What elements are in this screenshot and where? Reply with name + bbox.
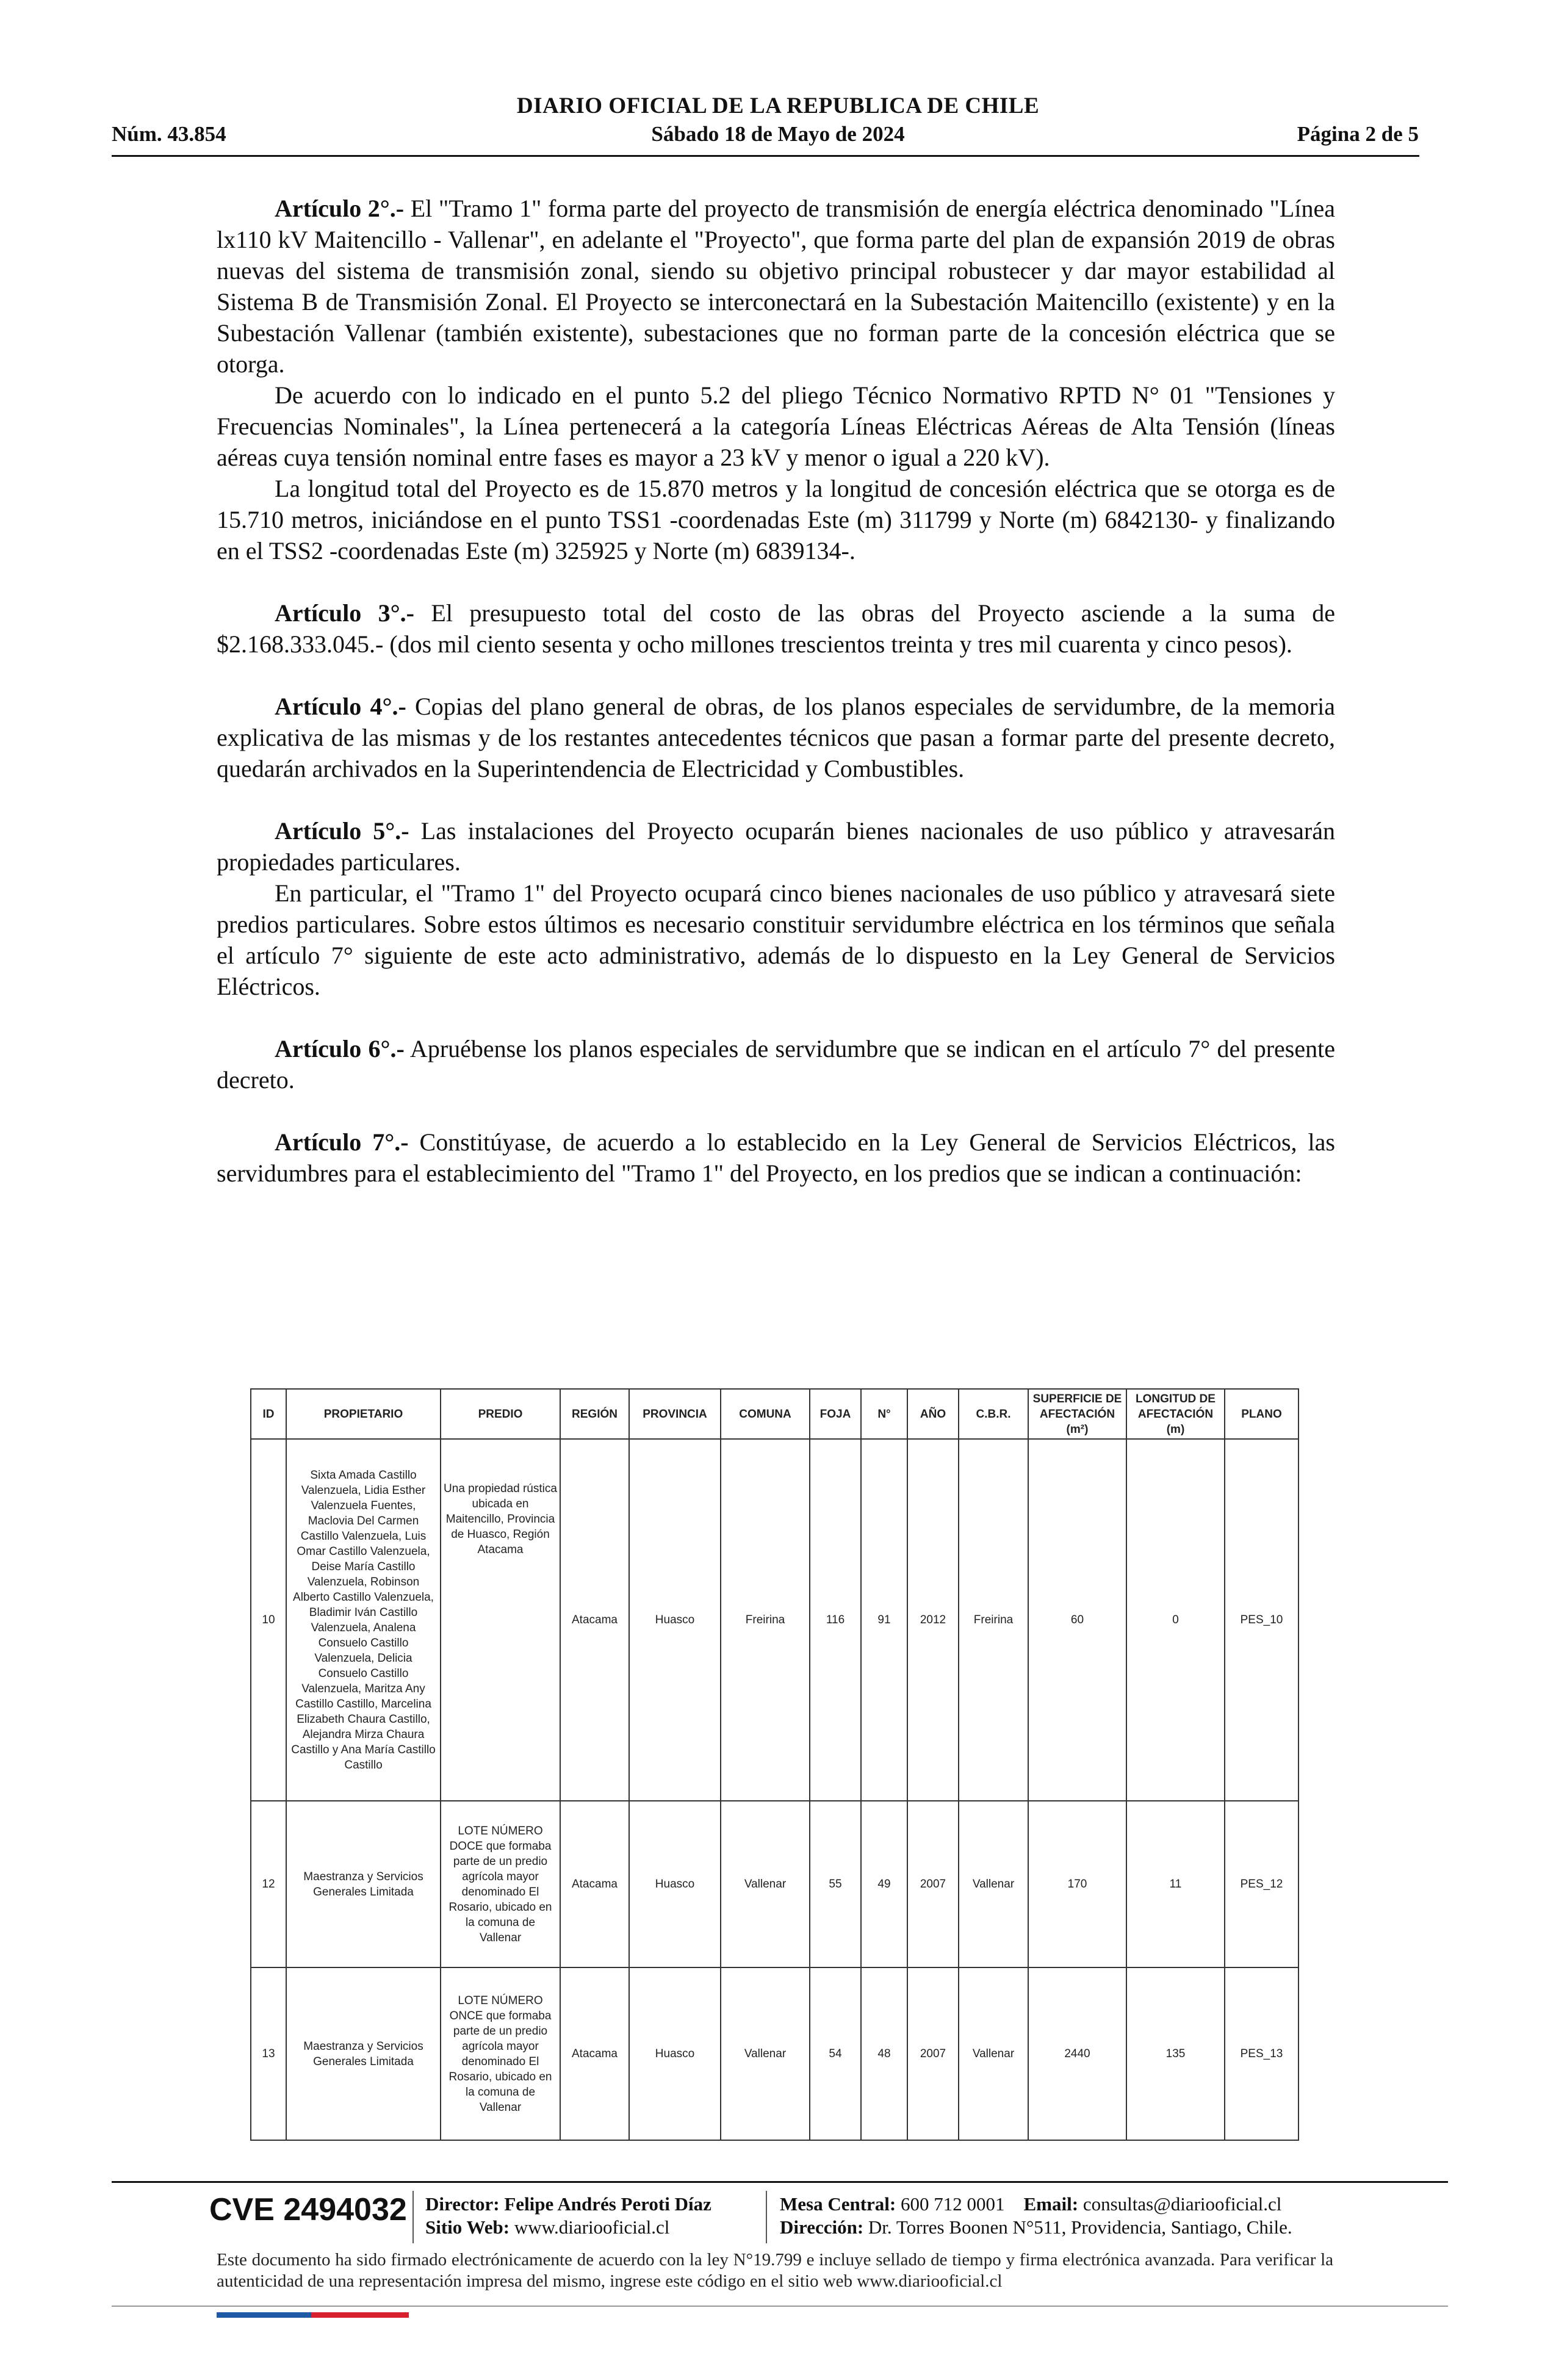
col-header-anio: AÑO <box>907 1389 959 1439</box>
cell-provincia: Huasco <box>629 1439 721 1801</box>
cell-anio: 2007 <box>907 1967 959 2140</box>
article-5-paragraph-1: Artículo 5°.- Las instalaciones del Proyecto ocuparán bienes nacionales de uso público y atravesarán propiedades particulares. <box>217 817 1335 876</box>
cell-region: Atacama <box>560 1801 629 1967</box>
cell-provincia: Huasco <box>629 1801 721 1967</box>
cell-superficie: 2440 <box>1028 1967 1126 2140</box>
cell-id: 13 <box>251 1967 286 2140</box>
article-4-paragraph-1: Artículo 4°.- Copias del plano general de obras, de los planos especiales de servidumbre, de la memoria explicativa de las mismas y de los restantes antecedentes técnicos que pasan a formar parte del presente decreto, quedarán archivados en la Superintendencia de Electricidad y Combustibles. <box>217 693 1335 782</box>
col-header-id: ID <box>251 1389 286 1439</box>
cell-provincia: Huasco <box>629 1967 721 2140</box>
website-line: Sitio Web: www.diariooficial.cl <box>425 2216 670 2238</box>
easement-table <box>250 1388 1299 2141</box>
issue-date: Sábado 18 de Mayo de 2024 <box>651 122 905 146</box>
cell-predio: Una propiedad rústica ubicada en Maitencillo, Provincia de Huasco, Región Atacama <box>441 1439 560 1801</box>
cell-predio: LOTE NÚMERO ONCE que formaba parte de un predio agrícola mayor denominado El Rosario, ubicado en la comuna de Vallenar <box>441 1967 560 2140</box>
cell-anio: 2007 <box>907 1801 959 1967</box>
cell-predio: LOTE NÚMERO DOCE que formaba parte de un predio agrícola mayor denominado El Rosario, ubicado en la comuna de Vallenar <box>441 1801 560 1967</box>
flag-stripe-blue <box>217 2312 311 2318</box>
cell-region: Atacama <box>560 1439 629 1801</box>
header-divider <box>112 155 1419 157</box>
col-header-plano: PLANO <box>1225 1389 1298 1439</box>
cell-superficie: 170 <box>1028 1801 1126 1967</box>
cell-numero: 91 <box>861 1439 907 1801</box>
article-5-paragraph-2: En particular, el "Tramo 1" del Proyecto ocupará cinco bienes nacionales de uso público y atravesará siete predios particulares. Sobre estos últimos es necesario constituir servidumbre eléctrica en los términos que señala el artículo 7° siguiente de este acto administrativo, además de lo dispuesto en la Ley General de Servicios Eléctricos. <box>217 879 1335 1000</box>
flag-stripe-red <box>311 2312 409 2318</box>
article-6-paragraph-1: Artículo 6°.- Apruébense los planos especiales de servidumbre que se indican en el artículo 7° del presente decreto. <box>217 1035 1335 1094</box>
newspaper-title: DIARIO OFICIAL DE LA REPUBLICA DE CHILE <box>516 93 1040 118</box>
footer-separator <box>412 2191 414 2243</box>
director-line: Director: Felipe Andrés Peroti Díaz <box>425 2193 711 2215</box>
col-header-propietario: PROPIETARIO <box>286 1389 441 1439</box>
cell-propietario: Maestranza y Servicios Generales Limitada <box>286 1967 441 2140</box>
cell-longitud: 0 <box>1126 1439 1225 1801</box>
cell-plano: PES_13 <box>1225 1967 1298 2140</box>
cell-superficie: 60 <box>1028 1439 1126 1801</box>
cve-code: CVE 2494032 <box>209 2192 407 2227</box>
footer-editorial-info <box>425 2193 711 2239</box>
col-header-cbr: C.B.R. <box>959 1389 1028 1439</box>
col-header-foja: FOJA <box>810 1389 861 1439</box>
footer-separator <box>766 2191 767 2243</box>
website-link[interactable]: www.diariooficial.cl <box>514 2216 670 2238</box>
article-2-label: Artículo 2°.- <box>275 195 405 222</box>
contact-line: Mesa Central: 600 712 0001 Email: consultas@diariooficial.cl <box>780 2193 1282 2215</box>
cell-comuna: Vallenar <box>721 1967 810 2140</box>
cell-plano: PES_12 <box>1225 1801 1298 1967</box>
col-header-region: REGIÓN <box>560 1389 629 1439</box>
article-3-label: Artículo 3°.- <box>275 599 414 627</box>
cell-propietario: Maestranza y Servicios Generales Limitada <box>286 1801 441 1967</box>
col-header-comuna: COMUNA <box>721 1389 810 1439</box>
article-6-label: Artículo 6°.- <box>275 1035 405 1062</box>
cell-foja: 54 <box>810 1967 861 2140</box>
address-line: Dirección: Dr. Torres Boonen N°511, Providencia, Santiago, Chile. <box>780 2216 1292 2238</box>
cell-cbr: Freirina <box>959 1439 1028 1801</box>
cell-propietario: Sixta Amada Castillo Valenzuela, Lidia Esther Valenzuela Fuentes, Maclovia Del Carmen Castillo Valenzuela, Luis Omar Castillo Valenzuela, Deise María Castillo Valenzuela, Robinson Alberto Castillo Valenzuela, Bladimir Iván Castillo Valenzuela, Analena Consuelo Castillo Valenzuela, Delicia Consuelo Castillo Valenzuela, Maritza Any Castillo Castillo, Marcelina Elizabeth Chaura Castillo, Alejandra Mirza Chaura Castillo y Ana María Castillo Castillo <box>286 1439 441 1801</box>
table-header-row <box>251 1389 1298 1439</box>
cell-cbr: Vallenar <box>959 1801 1028 1967</box>
cell-region: Atacama <box>560 1967 629 2140</box>
page-indicator: Página 2 de 5 <box>1297 122 1419 146</box>
article-7-label: Artículo 7°.- <box>275 1128 409 1156</box>
article-2-paragraph-2: De acuerdo con lo indicado en el punto 5.2 del pliego Técnico Normativo RPTD N° 01 "Tensiones y Frecuencias Nominales", la Línea pertenecerá a la categoría Líneas Eléctricas Aéreas de Alta Tensión (líneas aéreas cuya tensión nominal entre fases es mayor a 23 kV y menor o igual a 220 kV). <box>217 381 1335 471</box>
cell-anio: 2012 <box>907 1439 959 1801</box>
signature-notice: Este documento ha sido firmado electrónicamente de acuerdo con la ley N°19.799 e incluye sellado de tiempo y firma electrónica avanzada. Para verificar la autenticidad de una representación impresa del mismo, ingrese este código en el sitio web www.diariooficial.cl <box>217 2250 1333 2291</box>
table-row <box>251 1801 1298 1967</box>
cell-id: 10 <box>251 1439 286 1801</box>
footer-bottom-rule <box>112 2306 1448 2307</box>
cell-id: 12 <box>251 1801 286 1967</box>
issue-number: Núm. 43.854 <box>112 122 226 146</box>
col-header-numero: N° <box>861 1389 907 1439</box>
article-2-paragraph-1: Artículo 2°.- El "Tramo 1" forma parte del proyecto de transmisión de energía eléctrica denominado "Línea lx110 kV Maitencillo - Vallenar", en adelante el "Proyecto", que forma parte del plan de expansión 2019 de obras nuevas del sistema de transmisión zonal, siendo su objetivo principal robustecer y dar mayor estabilidad al Sistema B de Transmisión Zonal. El Proyecto se interconectará en la Subestación Maitencillo (existente) y en la Subestación Vallenar (también existente), subestaciones que no forman parte de la concesión eléctrica que se otorga. <box>217 195 1335 378</box>
col-header-longitud: LONGITUD DE AFECTACIÓN (m) <box>1126 1389 1225 1439</box>
col-header-superficie: SUPERFICIE DE AFECTACIÓN (m²) <box>1028 1389 1126 1439</box>
cell-comuna: Freirina <box>721 1439 810 1801</box>
cell-longitud: 11 <box>1126 1801 1225 1967</box>
col-header-provincia: PROVINCIA <box>629 1389 721 1439</box>
col-header-predio: PREDIO <box>441 1389 560 1439</box>
table-row <box>251 1439 1298 1801</box>
footer-divider <box>112 2181 1448 2183</box>
cell-longitud: 135 <box>1126 1967 1225 2140</box>
article-2-paragraph-3: La longitud total del Proyecto es de 15.870 metros y la longitud de concesión eléctrica que se otorga es de 15.710 metros, iniciándose en el punto TSS1 -coordenadas Este (m) 311799 y Norte (m) 6842130- y finalizando en el TSS2 -coordenadas Este (m) 325925 y Norte (m) 6839134-. <box>217 475 1335 564</box>
cell-foja: 116 <box>810 1439 861 1801</box>
article-5-label: Artículo 5°.- <box>275 817 409 845</box>
cell-comuna: Vallenar <box>721 1801 810 1967</box>
cell-cbr: Vallenar <box>959 1967 1028 2140</box>
article-3-paragraph-1: Artículo 3°.- El presupuesto total del costo de las obras del Proyecto asciende a la suma de $2.168.333.045.- (dos mil ciento sesenta y ocho millones trescientos treinta y tres mil cuarenta y cinco pesos). <box>217 599 1335 658</box>
email-link[interactable]: consultas@diariooficial.cl <box>1082 2193 1282 2215</box>
cell-numero: 49 <box>861 1801 907 1967</box>
cell-foja: 55 <box>810 1801 861 1967</box>
footer-contact-info <box>780 2193 1292 2239</box>
article-4-label: Artículo 4°.- <box>275 693 406 720</box>
article-7-paragraph-1: Artículo 7°.- Constitúyase, de acuerdo a lo establecido en la Ley General de Servicios Eléctricos, las servidumbres para el establecimiento del "Tramo 1" del Proyecto, en los predios que se indican a continuación: <box>217 1128 1335 1187</box>
table-row <box>251 1967 1298 2140</box>
document-body <box>217 193 1335 1189</box>
cell-plano: PES_10 <box>1225 1439 1298 1801</box>
cell-numero: 48 <box>861 1967 907 2140</box>
